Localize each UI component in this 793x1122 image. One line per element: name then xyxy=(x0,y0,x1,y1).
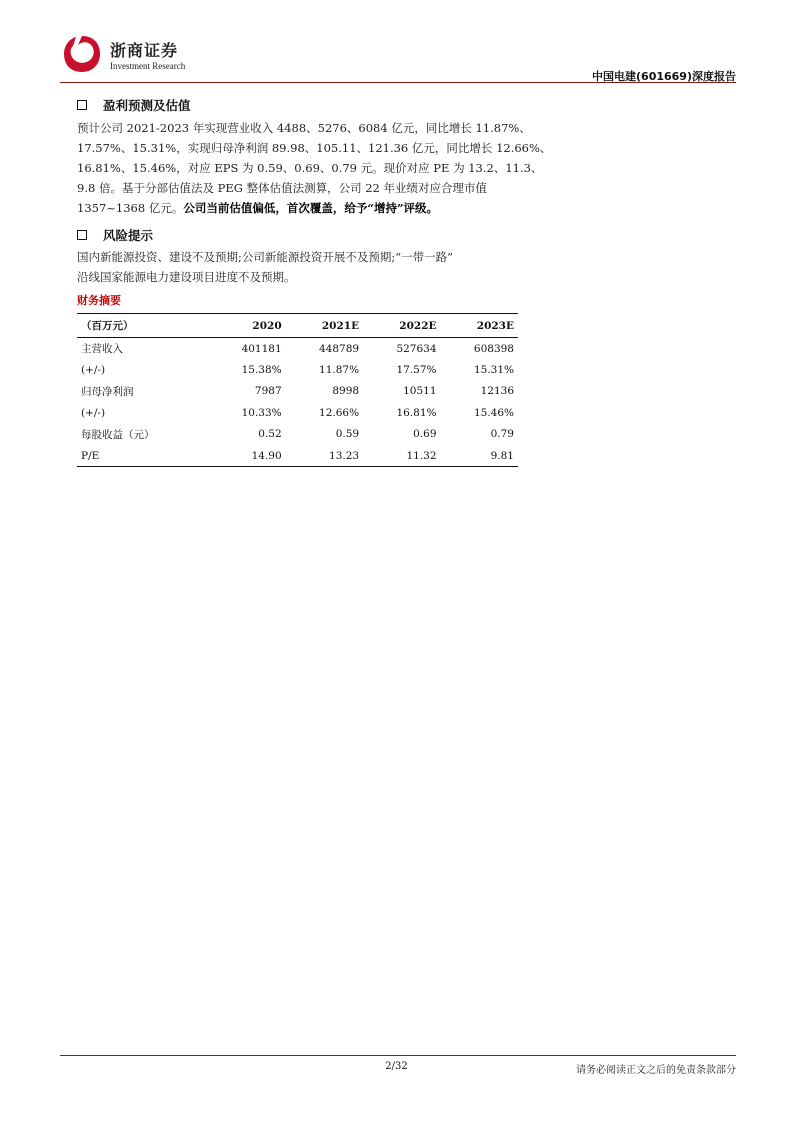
column-header: （百万元） xyxy=(77,314,208,338)
table-cell: 11.32 xyxy=(363,445,440,467)
table-cell: 0.69 xyxy=(413,428,437,441)
table-row xyxy=(77,359,518,381)
section-heading-profit xyxy=(77,96,191,114)
report-title: 中国电建(601669)深度报告 xyxy=(592,70,736,83)
table-cell: 0.79 xyxy=(490,428,514,441)
section-title: 风险提示 xyxy=(103,228,154,243)
table-cell: 15.31% xyxy=(473,363,514,376)
table-cell: 14.90 xyxy=(208,445,285,467)
section-title: 盈利预测及估值 xyxy=(103,98,191,113)
disclaimer-text: 请务必阅读正文之后的免责条款部分 xyxy=(576,1065,736,1076)
footer-divider xyxy=(60,1055,736,1056)
row-label: 主营收入 xyxy=(81,343,123,355)
table-cell: 448789 xyxy=(319,342,360,355)
column-header: 2022E xyxy=(363,314,440,338)
financial-summary-title: 财务摘要 xyxy=(77,294,121,307)
table-cell: 17.57% xyxy=(396,363,437,376)
logo-text-en: Investment Research xyxy=(110,61,186,71)
valuation-text: 1357~1368 亿元。 xyxy=(77,201,184,215)
table-cell: 12136 xyxy=(480,385,514,398)
table-cell: 12.66% xyxy=(319,406,360,419)
logo-text-cn: 浙商证券 xyxy=(110,41,179,60)
row-label: 每股收益（元） xyxy=(81,428,155,441)
rating-statement: 公司当前估值偏低，首次覆盖，给予“增持”评级。 xyxy=(183,201,439,215)
column-header: 2023E xyxy=(441,314,518,338)
table-row xyxy=(77,445,518,467)
paragraph-line: 16.81%、15.46%，对应 EPS 为 0.59、0.69、0.79 元。现价对应 PE 为 13.2、11.3、 xyxy=(77,161,543,175)
table-cell: 7987 xyxy=(254,385,282,398)
page-number: 2/32 xyxy=(385,1061,408,1072)
row-label: (+/-) xyxy=(81,406,106,419)
checkbox-bullet-icon xyxy=(77,100,87,110)
table-cell: 0.59 xyxy=(335,428,360,441)
table-cell: 8998 xyxy=(332,385,360,398)
paragraph-line: 9.8 倍。基于分部估值法及 PEG 整体估值法测算，公司 22 年业绩对应合理市值 xyxy=(77,181,488,195)
table-cell: 13.23 xyxy=(286,445,363,467)
checkbox-bullet-icon xyxy=(77,230,87,240)
profit-paragraph xyxy=(77,118,552,218)
row-label: 归母净利润 xyxy=(81,385,134,398)
table-cell: 15.46% xyxy=(473,406,514,419)
page-header xyxy=(60,34,736,84)
paragraph-line: 国内新能源投资、建设不及预期;公司新能源投资开展不及预期;“一带一路” xyxy=(77,250,454,264)
table-cell: 401181 xyxy=(241,342,282,355)
table-row xyxy=(77,424,518,446)
broker-logo-icon xyxy=(62,34,102,74)
paragraph-line xyxy=(77,198,532,218)
table-row xyxy=(77,381,518,403)
table-cell: 9.81 xyxy=(441,445,518,467)
column-header: 2020 xyxy=(208,314,285,338)
row-label: (+/-) xyxy=(81,363,106,376)
section-heading-risk xyxy=(77,226,153,244)
table-header-row xyxy=(77,314,518,338)
column-header: 2021E xyxy=(286,314,363,338)
header-divider xyxy=(60,82,736,83)
table-cell: 15.38% xyxy=(241,363,282,376)
table-row xyxy=(77,338,518,360)
paragraph-line: 17.57%、15.31%，实现归母净利润 89.98、105.11、121.36 亿元，同比增长 12.66%、 xyxy=(77,141,552,155)
table-cell: 16.81% xyxy=(396,406,437,419)
table-cell: 10511 xyxy=(403,385,437,398)
table-cell: 0.52 xyxy=(258,428,282,441)
table-cell: 608398 xyxy=(473,342,514,355)
table-cell: 10.33% xyxy=(241,406,282,419)
financial-summary-table xyxy=(77,313,518,467)
row-label: P/E xyxy=(77,445,208,467)
paragraph-line: 沿线国家能源电力建设项目进度不及预期。 xyxy=(77,270,296,284)
risk-paragraph xyxy=(77,247,532,287)
table-row xyxy=(77,402,518,424)
paragraph-line: 预计公司 2021-2023 年实现营业收入 4488、5276、6084 亿元，同比增长 11.87%、 xyxy=(77,121,531,135)
table-cell: 527634 xyxy=(396,342,437,355)
table-cell: 11.87% xyxy=(319,363,360,376)
